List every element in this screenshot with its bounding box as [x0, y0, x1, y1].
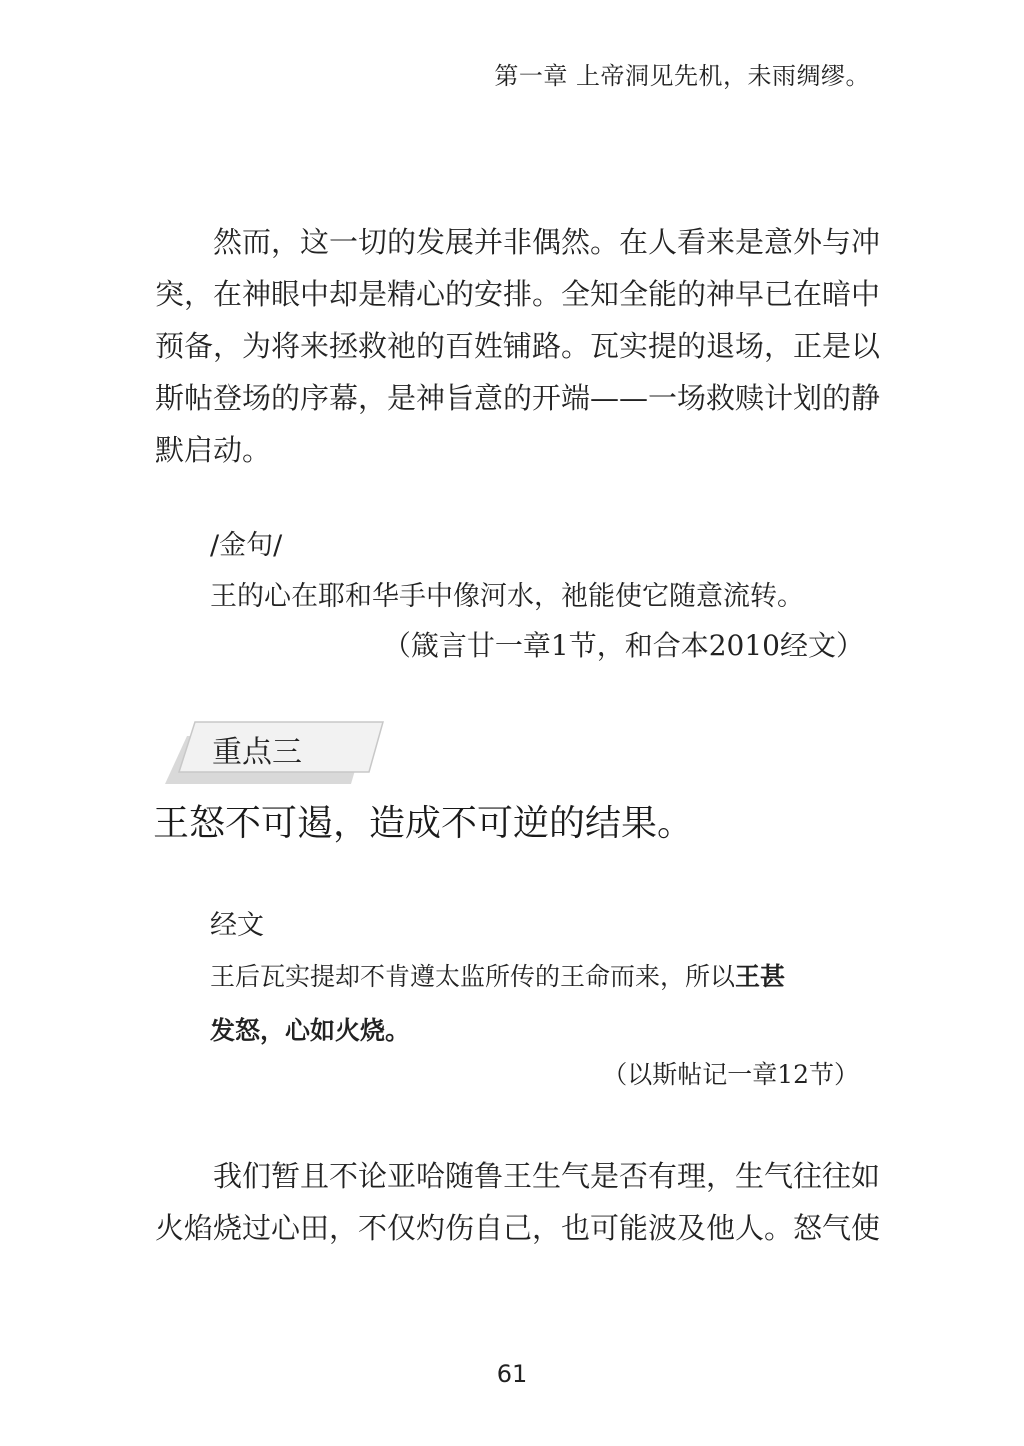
paragraph-line: 火焰烧过心田，不仅灼伤自己，也可能波及他人。怒气使 — [155, 1211, 881, 1245]
scripture-line — [210, 950, 880, 1004]
paragraph-1 — [155, 216, 879, 476]
golden-verse-label: /金句/ — [210, 530, 283, 561]
golden-verse-text: 王的心在耶和华手中像河水，祂能使它随意流转。 — [210, 581, 804, 612]
paragraph-line: 默启动。 — [155, 433, 272, 467]
section-heading: 王怒不可遏，造成不可逆的结果。 — [153, 803, 694, 844]
scripture-text — [210, 950, 880, 1058]
scripture-normal-text: 王后瓦实提却不肯遵太监所传的王命而来，所以 — [210, 962, 736, 991]
paragraph-line: 突，在神眼中却是精心的安排。全知全能的神早已在暗中 — [155, 277, 881, 311]
paragraph-2 — [155, 1150, 879, 1254]
paragraph-line: 预备，为将来拯救祂的百姓铺路。瓦实提的退场，正是以 — [155, 329, 881, 363]
paragraph-line: 斯帖登场的序幕，是神旨意的开端——一场救赎计划的静 — [155, 381, 881, 415]
running-header: 第一章 上帝洞见先机，未雨绸缪。 — [494, 62, 870, 90]
key-point-badge-label: 重点三 — [212, 735, 302, 770]
paragraph-line: 我们暂且不论亚哈随鲁王生气是否有理，生气往往如 — [213, 1159, 881, 1193]
scripture-reference: （以斯帖记一章12节） — [602, 1060, 859, 1089]
golden-verse-reference: （箴言廿一章1节，和合本2010经文） — [382, 629, 864, 662]
page-number: 61 — [496, 1360, 528, 1388]
scripture-bold-text: 王甚 — [735, 962, 786, 991]
scripture-bold-line: 发怒，心如火烧。 — [210, 1016, 411, 1045]
paragraph-line: 然而，这一切的发展并非偶然。在人看来是意外与冲 — [213, 225, 881, 259]
scripture-label: 经文 — [210, 910, 264, 941]
